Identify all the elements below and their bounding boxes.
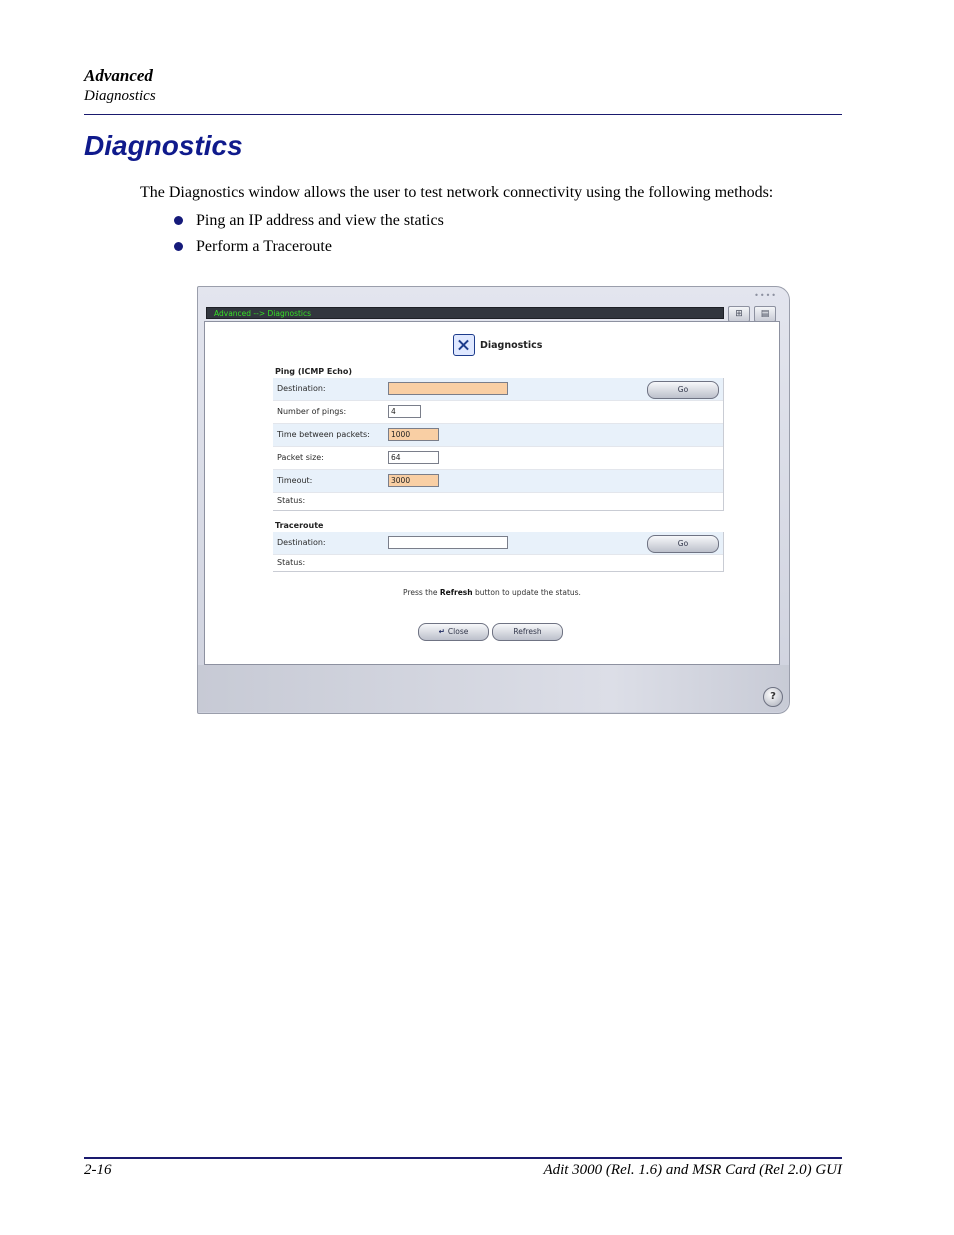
ping-destination-input[interactable] <box>388 382 508 395</box>
field-label: Timeout: <box>277 476 313 485</box>
return-arrow-icon: ↵ <box>438 627 445 636</box>
traceroute-go-button[interactable]: Go <box>647 535 719 553</box>
ping-table <box>273 378 724 511</box>
help-icon[interactable]: ? <box>763 687 783 707</box>
page-header-section: Advanced <box>84 66 153 85</box>
window-footer <box>198 665 789 712</box>
window-grip-icon: •••• <box>754 291 777 300</box>
field-label: Time between packets: <box>277 430 370 439</box>
minimize-button[interactable] <box>754 306 776 322</box>
field-label: Destination: <box>277 384 326 393</box>
page-header-subsection: Diagnostics <box>84 88 156 104</box>
section-title: Diagnostics <box>84 130 243 161</box>
page-number: 2-16 <box>84 1162 112 1178</box>
ping-size-row <box>273 447 723 470</box>
breadcrumb: Advanced --> Diagnostics <box>206 307 724 319</box>
diagnostics-icon <box>453 334 475 356</box>
traceroute-status-row <box>273 555 723 571</box>
close-button[interactable]: ↵ Close <box>418 623 489 641</box>
ping-count-row <box>273 401 723 424</box>
list-item: Ping an IP address and view the statics <box>172 211 444 237</box>
sitemap-icon: ⊞ <box>735 309 743 319</box>
method-list <box>172 211 444 263</box>
status-label: Status: <box>277 496 306 505</box>
ping-interval-input[interactable] <box>388 428 439 441</box>
refresh-note: Press the Refresh button to update the status. <box>403 588 581 597</box>
traceroute-destination-input[interactable] <box>388 536 508 549</box>
ping-timeout-input[interactable] <box>388 474 439 487</box>
ping-size-input[interactable] <box>388 451 439 464</box>
intro-paragraph: The Diagnostics window allows the user to test network connectivity using the following methods: <box>140 184 774 201</box>
header-rule <box>84 114 842 115</box>
bullet-icon <box>174 242 183 251</box>
diagnostics-window <box>197 286 790 714</box>
ping-heading: Ping (ICMP Echo) <box>275 367 352 376</box>
content-area <box>204 321 780 665</box>
sitemap-button[interactable] <box>728 306 750 322</box>
refresh-button[interactable]: Refresh <box>492 623 563 641</box>
bullet-icon <box>174 216 183 225</box>
ping-timeout-row <box>273 470 723 493</box>
status-label: Status: <box>277 558 306 567</box>
ping-count-input[interactable] <box>388 405 421 418</box>
ping-destination-row <box>273 378 723 401</box>
window-icon: ▤ <box>760 309 770 319</box>
page-title: Diagnostics <box>453 334 542 356</box>
field-label: Number of pings: <box>277 407 347 416</box>
ping-go-button[interactable]: Go <box>647 381 719 399</box>
document-title: Adit 3000 (Rel. 1.6) and MSR Card (Rel 2.0) GUI <box>543 1162 842 1178</box>
traceroute-table <box>273 532 724 572</box>
ping-status-row <box>273 493 723 510</box>
footer-rule <box>84 1157 842 1159</box>
field-label: Packet size: <box>277 453 324 462</box>
field-label: Destination: <box>277 538 326 547</box>
ping-interval-row <box>273 424 723 447</box>
list-item: Perform a Traceroute <box>172 237 444 263</box>
traceroute-heading: Traceroute <box>275 521 324 530</box>
traceroute-destination-row <box>273 532 723 555</box>
